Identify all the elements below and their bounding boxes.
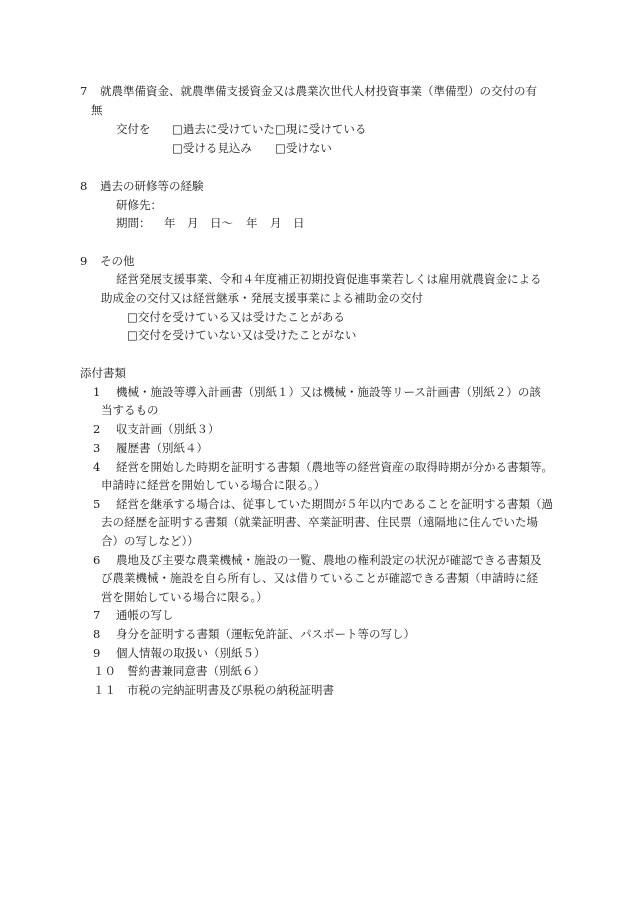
section9-option-received[interactable]: □交付を受けている又は受けたことがある [127, 310, 345, 324]
section7-option-past[interactable]: □過去に受けていた [172, 122, 275, 136]
attachment-line: 履歴書（別紙４） [116, 441, 208, 455]
section7-option-current[interactable]: □現に受けている [275, 122, 367, 136]
period-end-day: 日 [293, 216, 305, 230]
section7-option-expected[interactable]: □受ける見込み [172, 141, 252, 155]
period-end-month: 月 [270, 216, 282, 230]
section8-number: 8 [80, 179, 88, 193]
attachment-line: 身分を証明する書類（運転免許証、パスポート等の写し） [116, 627, 415, 641]
period-start-month: 月 [187, 216, 199, 230]
section9-number: 9 [80, 254, 88, 268]
attachment-number: 7 [93, 608, 101, 622]
section7-title-line2: 無 [91, 103, 103, 117]
section9-text-line1: 経営発展支援事業、令和４年度補正初期投資促進事業若しくは雇用就農資金による [116, 272, 542, 286]
period-start-year: 年 [164, 216, 176, 230]
attachment-line: 個人情報の取扱い（別紙５） [116, 646, 266, 660]
attachment-line: 経営を開始した時期を証明する書類（農地等の経営資産の取得時期が分かる書類等。 [116, 460, 553, 474]
attachment-line: 収支計画（別紙３） [116, 422, 220, 436]
attachment-number: 6 [93, 553, 101, 567]
period-start-day: 日〜 [210, 216, 233, 230]
section9-text-line2: 助成金の交付又は経営継承・発展支援事業による補助金の交付 [101, 291, 423, 305]
attachment-line: 市税の完納証明書及び県税の納税証明書 [127, 683, 334, 697]
attachment-line: 農地及び主要な農業機械・施設の一覧、農地の権利設定の状況が確認できる書類及 [116, 553, 542, 567]
attachment-number: 5 [93, 497, 101, 511]
section9-option-not-received[interactable]: □交付を受けていない又は受けたことがない [127, 328, 357, 342]
section7-option-none[interactable]: □受けない [275, 141, 332, 155]
attachment-number: 8 [93, 627, 101, 641]
attachment-line: 当するもの [101, 403, 159, 417]
section7-title-line1: 就農準備資金、就農準備支援資金又は農業次世代人材投資事業（準備型）の交付の有 [100, 84, 537, 98]
attachment-number: １１ [93, 683, 116, 697]
attachments-heading: 添付書類 [80, 366, 126, 380]
section8-title: 過去の研修等の経験 [100, 179, 204, 193]
attachment-line: 去の経歴を証明する書類（就業証明書、卒業証明書、住民票（遠隔地に住んでいた場 [101, 515, 538, 529]
attachment-number: 4 [93, 460, 101, 474]
section7-label: 交付を [116, 122, 151, 136]
attachment-number: １０ [93, 664, 116, 678]
attachment-line: 合）の写しなど）） [101, 534, 199, 548]
attachment-number: 3 [93, 441, 101, 455]
attachment-line: 誓約書兼同意書（別紙６） [127, 664, 265, 678]
attachment-number: 9 [93, 646, 101, 660]
section7-number: 7 [80, 84, 88, 98]
attachment-number: 2 [93, 422, 101, 436]
attachment-line: 営を開始している場合に限る。） [101, 590, 268, 604]
period-end-year: 年 [246, 216, 258, 230]
attachment-number: 1 [93, 385, 101, 399]
attachment-line: 経営を継承する場合は、従事していた期間が５年以内であることを証明する書類（過 [116, 497, 553, 511]
training-place-label: 研修先： [116, 198, 162, 212]
attachment-line: 通帳の写し [116, 608, 174, 622]
attachment-line: 機械・施設等導入計画書（別紙１）又は機械・施設等リース計画書（別紙２）の該 [116, 385, 541, 399]
attachment-line: 申請時に経営を開始している場合に限る。） [101, 478, 326, 492]
section9-title: その他 [100, 254, 135, 268]
attachment-line: び農業機械・施設を自ら所有し、又は借りていることが確認できる書類（申請時に経 [101, 571, 538, 585]
training-period-label: 期間： [116, 216, 151, 230]
